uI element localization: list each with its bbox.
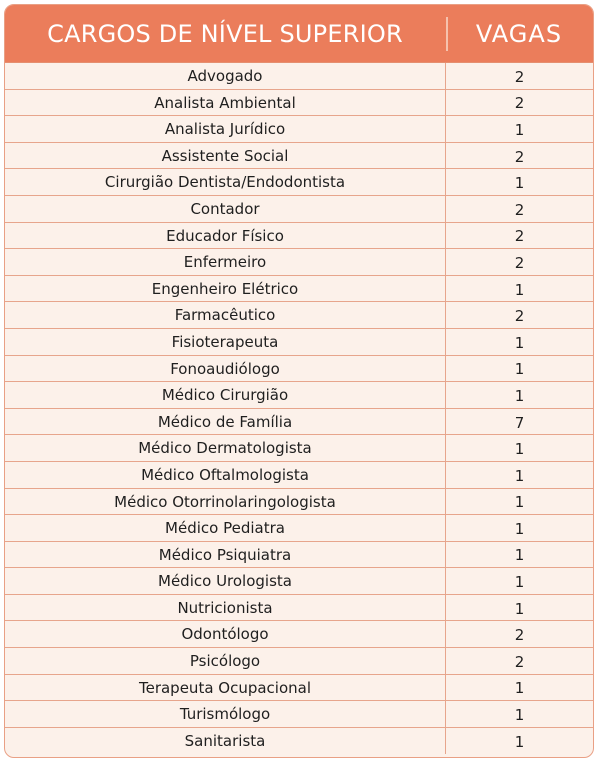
vagas-cell: 2 — [514, 652, 525, 671]
header-divider — [446, 17, 448, 51]
table-row — [5, 116, 593, 143]
cargo-cell: Educador Físico — [5, 223, 446, 249]
table-row — [5, 409, 593, 436]
table-row — [5, 356, 593, 383]
table-row — [5, 435, 593, 462]
table-row — [5, 648, 593, 675]
table-row — [5, 675, 593, 702]
cargo-cell: Advogado — [5, 63, 446, 89]
table-row — [5, 568, 593, 595]
table-row — [5, 63, 593, 90]
vagas-cell: 1 — [514, 599, 525, 618]
vagas-cell: 1 — [514, 360, 525, 379]
cargo-cell: Sanitarista — [5, 728, 446, 755]
table-row — [5, 382, 593, 409]
vagas-cell: 2 — [514, 67, 525, 86]
vagas-cell: 7 — [514, 413, 525, 432]
cargo-cell: Engenheiro Elétrico — [5, 276, 446, 302]
vagas-cell: 2 — [514, 147, 525, 166]
vagas-cell: 1 — [514, 466, 525, 485]
vagas-cell: 1 — [514, 493, 525, 512]
vagas-cell: 1 — [514, 440, 525, 459]
table-row — [5, 143, 593, 170]
table-row — [5, 595, 593, 622]
vagas-cell: 1 — [514, 706, 525, 725]
cargo-cell: Farmacêutico — [5, 302, 446, 328]
cargo-cell: Odontólogo — [5, 621, 446, 647]
vagas-cell: 1 — [514, 174, 525, 193]
cargo-cell: Turismólogo — [5, 701, 446, 727]
cargo-cell: Assistente Social — [5, 143, 446, 169]
vacancy-table — [4, 4, 594, 758]
table-row — [5, 489, 593, 516]
vagas-cell: 1 — [514, 546, 525, 565]
header-cargos: CARGOS DE NÍVEL SUPERIOR — [47, 19, 403, 48]
cargo-cell: Psicólogo — [5, 648, 446, 674]
vagas-cell: 1 — [514, 519, 525, 538]
vagas-cell: 2 — [514, 307, 525, 326]
table-row — [5, 302, 593, 329]
cargo-cell: Médico Oftalmologista — [5, 462, 446, 488]
cargo-cell: Médico Dermatologista — [5, 435, 446, 461]
cargo-cell: Terapeuta Ocupacional — [5, 675, 446, 701]
table-row — [5, 462, 593, 489]
vagas-cell: 1 — [514, 280, 525, 299]
cargo-cell: Fisioterapeuta — [5, 329, 446, 355]
table-row — [5, 542, 593, 569]
vagas-cell: 1 — [514, 386, 525, 405]
cargo-cell: Médico Cirurgião — [5, 382, 446, 408]
vagas-cell: 1 — [514, 120, 525, 139]
header-vagas: VAGAS — [475, 19, 563, 48]
vagas-cell: 1 — [514, 733, 525, 752]
vagas-cell: 2 — [514, 200, 525, 219]
vagas-cell: 1 — [514, 573, 525, 592]
cargo-cell: Médico de Família — [5, 409, 446, 435]
table-row — [5, 329, 593, 356]
vagas-cell: 2 — [514, 626, 525, 645]
vagas-cell: 2 — [514, 94, 525, 113]
cargo-cell: Médico Psiquiatra — [5, 542, 446, 568]
cargo-cell: Contador — [5, 196, 446, 222]
vagas-cell: 1 — [514, 333, 525, 352]
table-row — [5, 223, 593, 250]
table-row — [5, 621, 593, 648]
cargo-cell: Cirurgião Dentista/Endodontista — [5, 169, 446, 195]
table-row — [5, 515, 593, 542]
table-row — [5, 701, 593, 728]
cargo-cell: Nutricionista — [5, 595, 446, 621]
cargo-cell: Enfermeiro — [5, 249, 446, 275]
table-row — [5, 90, 593, 117]
cargo-cell: Médico Otorrinolaringologista — [5, 489, 446, 515]
cargo-cell: Médico Pediatra — [5, 515, 446, 541]
vagas-cell: 1 — [514, 679, 525, 698]
table-header — [5, 5, 593, 63]
table-row — [5, 249, 593, 276]
table-row — [5, 169, 593, 196]
cargo-cell: Fonoaudiólogo — [5, 356, 446, 382]
cargo-cell: Analista Ambiental — [5, 90, 446, 116]
table-body — [5, 63, 593, 754]
cargo-cell: Médico Urologista — [5, 568, 446, 594]
table-row — [5, 728, 593, 755]
table-row — [5, 276, 593, 303]
vagas-cell: 2 — [514, 253, 525, 272]
table-row — [5, 196, 593, 223]
cargo-cell: Analista Jurídico — [5, 116, 446, 142]
vagas-cell: 2 — [514, 227, 525, 246]
